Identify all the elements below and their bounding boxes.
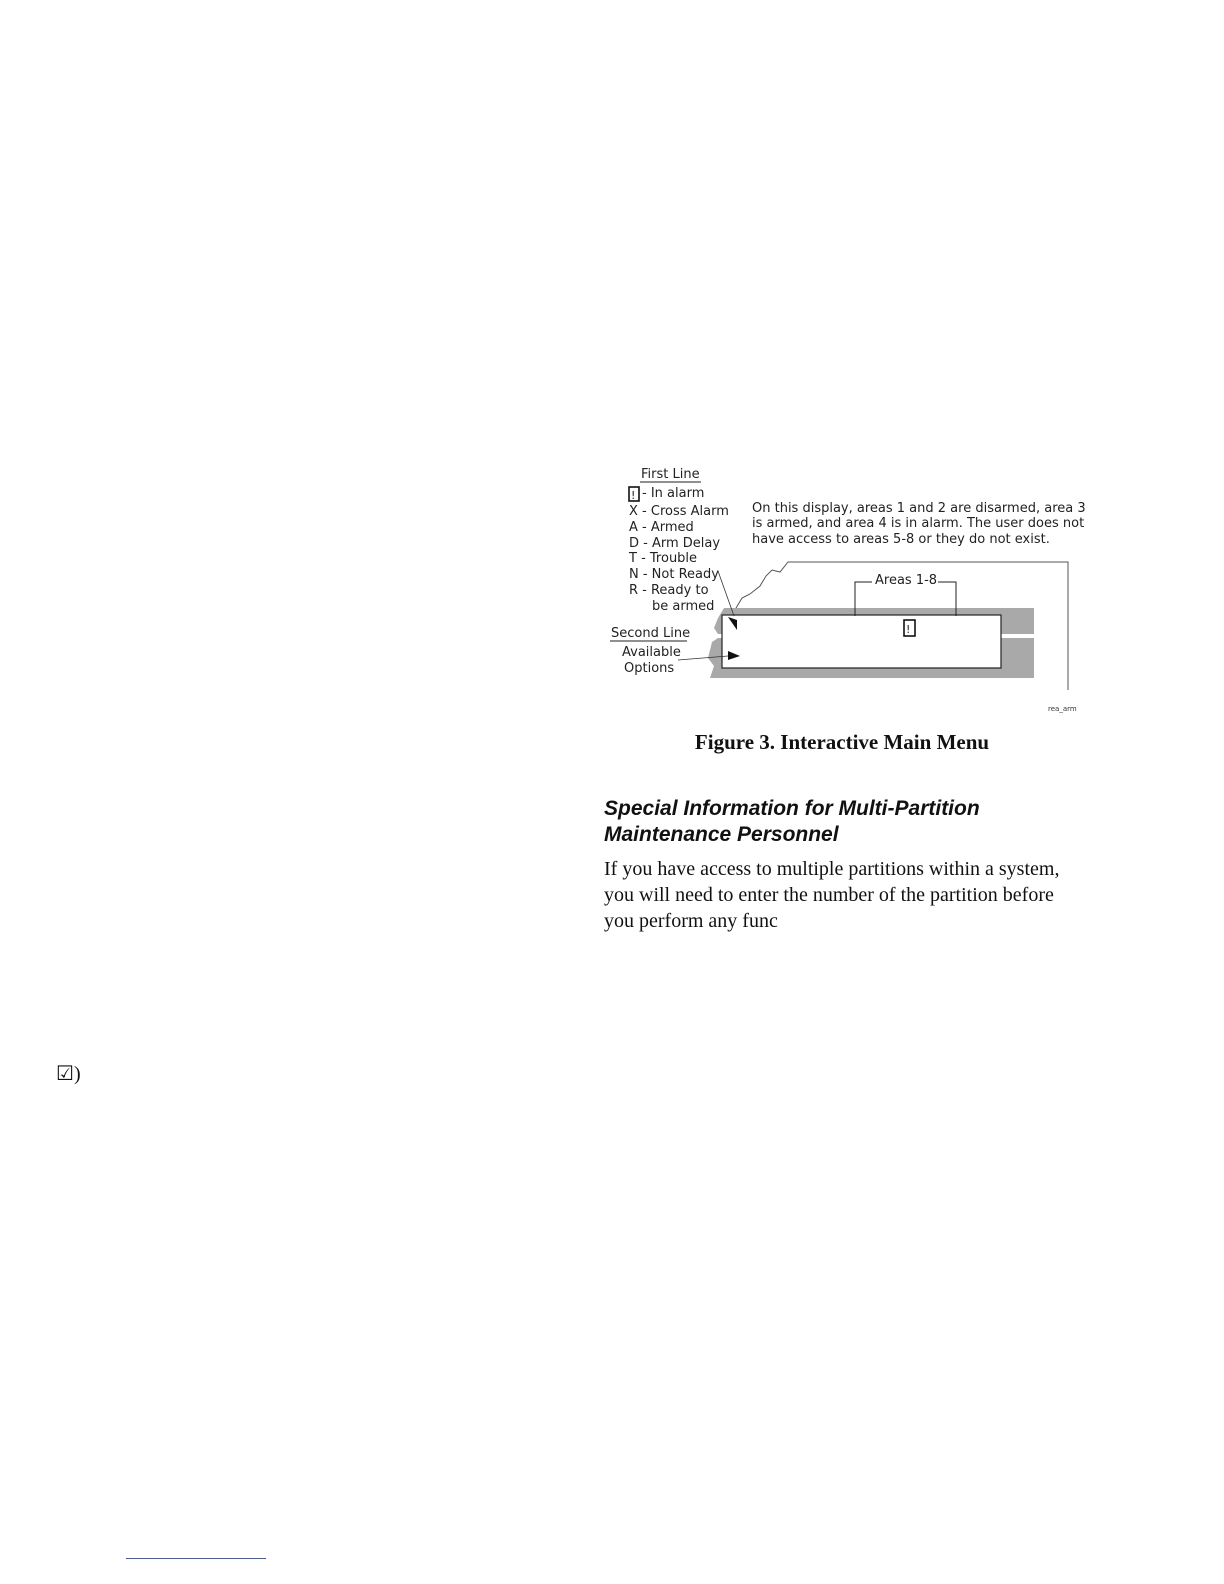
second-line-heading: Second Line [611, 626, 691, 641]
svg-text:!: ! [631, 489, 636, 502]
section-body-paragraph: If you have access to multiple partitions within a system, you will need to enter the number of the partition before you perform any func [604, 858, 1060, 932]
legend-item-be-armed: be armed [652, 599, 715, 614]
lcd-screen [722, 615, 1001, 668]
figure-description-line-1: On this display, areas 1 and 2 are disarmed, area 3 [752, 501, 1086, 516]
available-label: Available [622, 645, 681, 660]
checkbox-trailing-text: ) [73, 1063, 81, 1085]
checkbox-icon: ☑ [56, 1063, 74, 1085]
keypad-display-figure [600, 460, 1090, 720]
figure-drawing [600, 460, 1090, 720]
section-heading-line-2: Maintenance Personnel [604, 823, 839, 846]
checkbox-fragment [56, 1062, 81, 1086]
areas-label: Areas 1-8 [875, 573, 938, 588]
legend-item-cross-alarm: X - Cross Alarm [629, 504, 729, 519]
legend-item-armed: A - Armed [629, 520, 694, 535]
legend-item-in-alarm: - In alarm [642, 486, 705, 501]
figure-description-line-2: is armed, and area 4 is in alarm. The user does not [752, 516, 1085, 531]
first-line-heading: First Line [641, 467, 700, 482]
section-heading [604, 796, 1074, 848]
figure-description-line-3: have access to areas 5-8 or they do not exist. [752, 532, 1050, 547]
figure-file-id: rea_arm [1048, 705, 1077, 713]
legend-item-ready-to: R - Ready to [629, 583, 709, 598]
options-label: Options [624, 661, 675, 676]
legend-item-trouble: T - Trouble [629, 551, 698, 566]
legend-item-not-ready: N - Not Ready [629, 567, 719, 582]
legend-item-arm-delay: D - Arm Delay [629, 536, 721, 551]
footnote-rule [126, 1558, 266, 1559]
figure-caption: Figure 3. Interactive Main Menu [694, 730, 990, 754]
section-heading-line-1: Special Information for Multi-Partition [604, 797, 980, 820]
svg-text:!: ! [906, 623, 911, 636]
alarm-box-icon [629, 487, 639, 502]
